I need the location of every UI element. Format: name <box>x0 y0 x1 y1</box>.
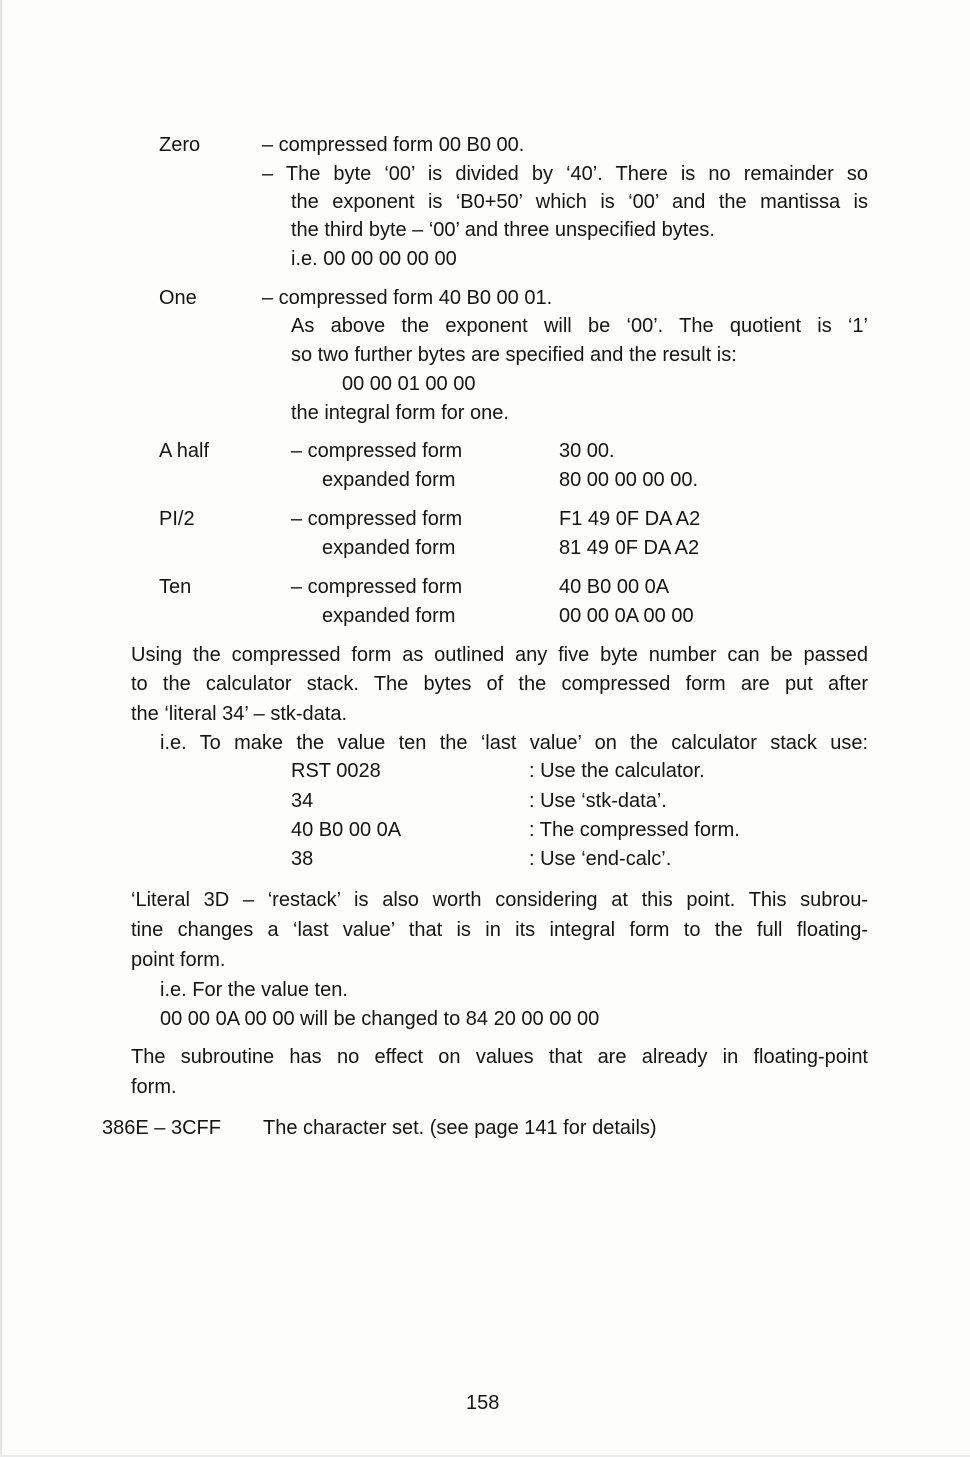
code-comment: : The compressed form. <box>529 819 740 841</box>
one-line: As above the exponent will be ‘00’. The quotient is ‘1’ <box>291 315 868 337</box>
a-half-compressed-label: – compressed form <box>291 440 463 462</box>
paragraph-line: point form. <box>131 949 226 971</box>
pi-2-compressed-value: F1 49 0F DA A2 <box>559 508 701 530</box>
zero-line: – The byte ‘00’ is divided by ‘40’. There is no remainder so <box>262 163 868 185</box>
ten-expanded-value: 00 00 0A 00 00 <box>559 605 694 627</box>
code-comment: : Use ‘stk-data’. <box>529 790 667 812</box>
code-op: 38 <box>291 848 314 870</box>
code-comment: : Use ‘end-calc’. <box>529 848 672 870</box>
address-description: The character set. (see page 141 for details) <box>263 1117 657 1139</box>
paragraph-line: to the calculator stack. The bytes of the compressed form are put after <box>131 673 868 695</box>
code-op: 34 <box>291 790 314 812</box>
code-op: RST 0028 <box>291 760 381 782</box>
address-range: 386E – 3CFF <box>102 1117 221 1139</box>
example-intro: i.e. To make the value ten the ‘last value’ on the calculator stack use: <box>160 732 868 754</box>
a-half-expanded-value: 80 00 00 00 00. <box>559 469 699 491</box>
entry-label-one: One <box>159 287 197 309</box>
page-number: 158 <box>466 1392 500 1414</box>
code-comment: : Use the calculator. <box>529 760 705 782</box>
ten-compressed-value: 40 B0 00 0A <box>559 576 670 598</box>
one-expanded: 00 00 01 00 00 <box>342 373 476 395</box>
zero-line: – compressed form 00 B0 00. <box>262 134 525 156</box>
paragraph-line: The subroutine has no effect on values that are already in floating-point <box>131 1046 868 1068</box>
entry-label-a-half: A half <box>159 440 210 462</box>
code-op: 40 B0 00 0A <box>291 819 402 841</box>
entry-label-ten: Ten <box>159 576 192 598</box>
ten-expanded-label: expanded form <box>322 605 456 627</box>
zero-line: the exponent is ‘B0+50’ which is ‘00’ and the mantissa is <box>291 191 868 213</box>
entry-label-zero: Zero <box>159 134 201 156</box>
example-line: 00 00 0A 00 00 will be changed to 84 20 00 00 00 <box>160 1008 600 1030</box>
one-line: the integral form for one. <box>291 402 509 424</box>
example-line: i.e. For the value ten. <box>160 979 348 1001</box>
paragraph-line: the ‘literal 34’ – stk-data. <box>131 703 348 725</box>
paragraph-line: form. <box>131 1076 177 1098</box>
zero-line: the third byte – ‘00’ and three unspecified bytes. <box>291 219 715 241</box>
ten-compressed-label: – compressed form <box>291 576 463 598</box>
pi-2-compressed-label: – compressed form <box>291 508 463 530</box>
one-line: – compressed form 40 B0 00 01. <box>262 287 553 309</box>
entry-label-pi-2: PI/2 <box>159 508 195 530</box>
one-line: so two further bytes are specified and the result is: <box>291 344 737 366</box>
paragraph-line: ‘Literal 3D – ‘restack’ is also worth considering at this point. This subrou- <box>131 889 868 911</box>
zero-expanded: i.e. 00 00 00 00 00 <box>291 248 457 270</box>
a-half-compressed-value: 30 00. <box>559 440 615 462</box>
a-half-expanded-label: expanded form <box>322 469 456 491</box>
paragraph-line: tine changes a ‘last value’ that is in its integral form to the full floating- <box>131 919 868 941</box>
page-edge-left <box>0 0 2 1457</box>
pi-2-expanded-label: expanded form <box>322 537 456 559</box>
pi-2-expanded-value: 81 49 0F DA A2 <box>559 537 700 559</box>
paragraph-line: Using the compressed form as outlined any five byte number can be passed <box>131 644 868 666</box>
